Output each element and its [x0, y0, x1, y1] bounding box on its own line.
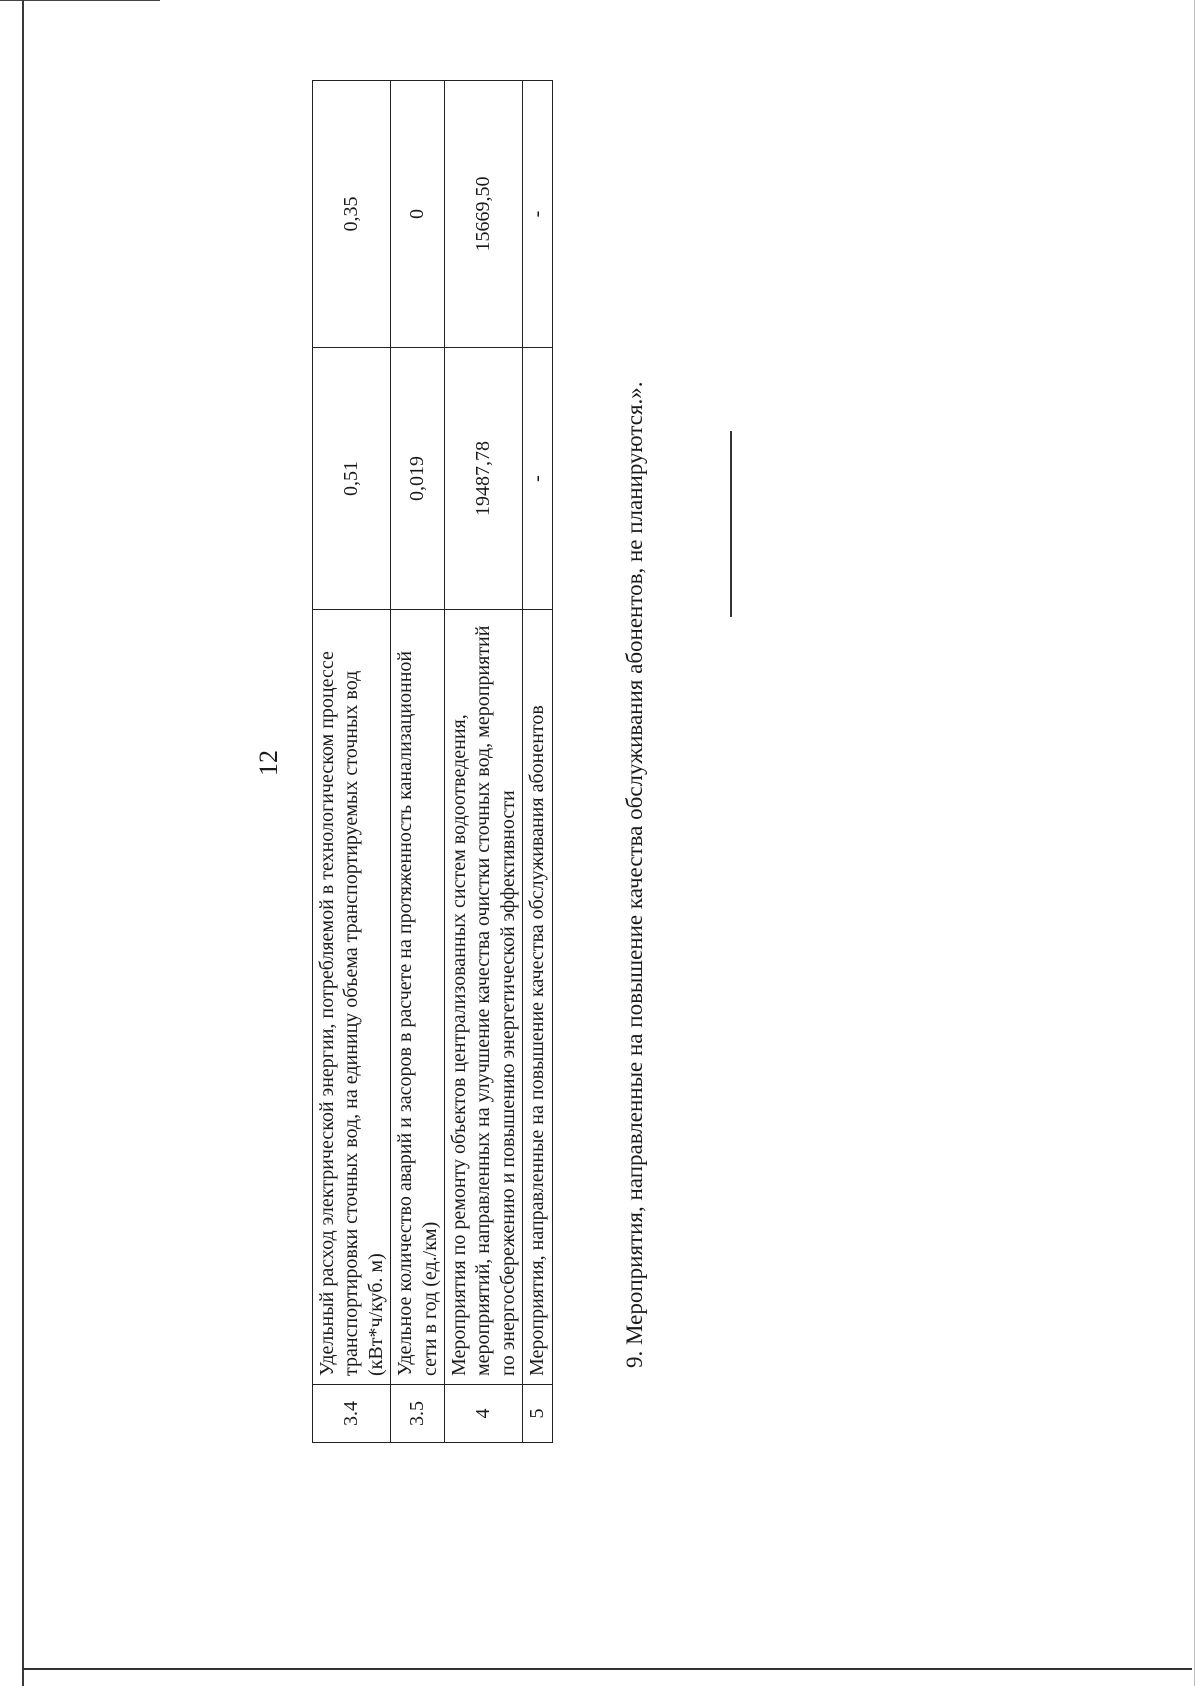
row-value-1: 19487,78: [444, 348, 522, 610]
table-row: [313, 81, 391, 1443]
row-value-2: 0,35: [313, 81, 391, 348]
end-separator-line: [730, 431, 732, 617]
row-description: Мероприятия, направленные на повышение качества обслуживания абонентов: [523, 610, 552, 1385]
row-value-2: -: [523, 81, 552, 348]
scan-edge-right: [1194, 0, 1195, 1686]
indicators-table: [312, 80, 553, 1443]
row-number: 4: [444, 1385, 522, 1443]
row-value-1: 0,019: [391, 348, 445, 610]
row-description: Мероприятия по ремонту объектов централизованных систем водоотведения, мероприятий, направленных на улучшение качества очистки сточных вод, мероприятий по энергосбережению и повышению энергетической эффективности: [444, 610, 522, 1385]
scan-edge-bottom: [22, 1668, 1192, 1670]
row-number: 5: [523, 1385, 552, 1443]
scan-edge-top: [0, 0, 160, 1]
row-description: Удельный расход электрической энергии, потребляемой в технологическом процессе транспортировки сточных вод, на единицу объема транспортируемых сточных вод (кВт*ч/куб. м): [313, 610, 391, 1385]
table-row: [391, 81, 445, 1443]
row-value-2: 15669,50: [444, 81, 522, 348]
section-9-paragraph: 9. Мероприятия, направленные на повышение качества обслуживания абонентов, не планируются.».: [622, 381, 647, 1368]
row-number: 3.4: [313, 1385, 391, 1443]
row-value-2: 0: [391, 81, 445, 348]
row-value-1: 0,51: [313, 348, 391, 610]
scan-edge-left: [22, 0, 24, 1686]
rotated-page-content: [150, 81, 1050, 1443]
row-number: 3.5: [391, 1385, 445, 1443]
row-description: Удельное количество аварий и засоров в расчете на протяженность канализационной сети в год (ед./км): [391, 610, 445, 1385]
page-number: 12: [254, 750, 283, 776]
table-row: [444, 81, 522, 1443]
table-row: [523, 81, 552, 1443]
row-value-1: -: [523, 348, 552, 610]
